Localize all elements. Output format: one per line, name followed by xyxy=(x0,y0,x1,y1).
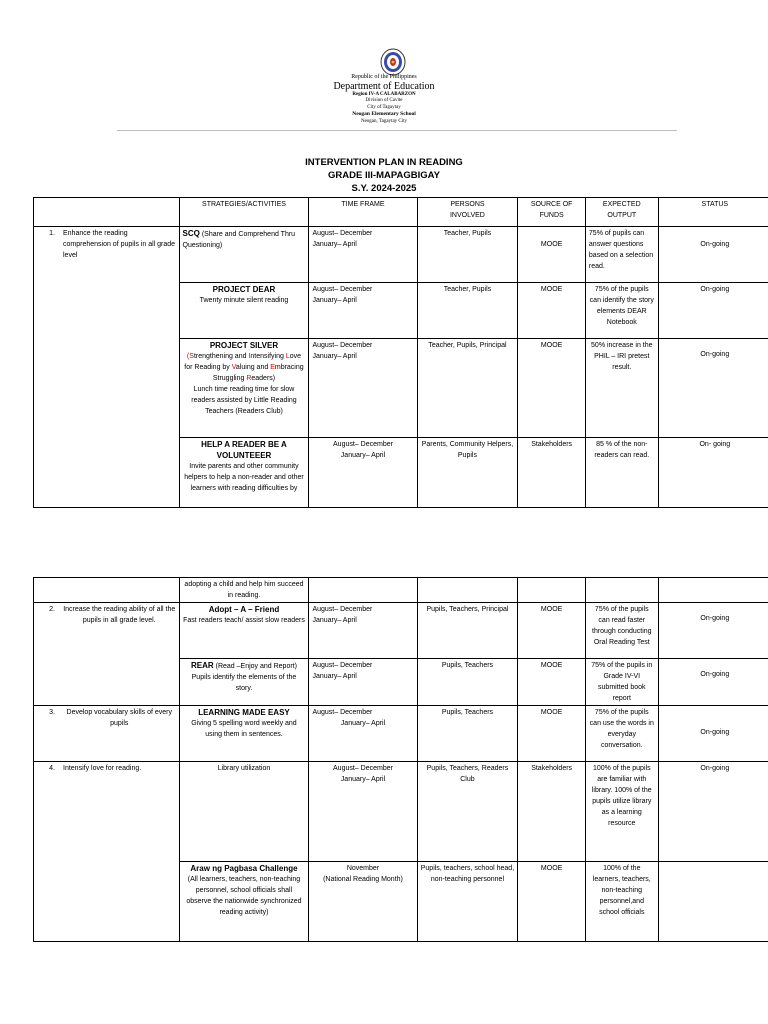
status-rear: On-going xyxy=(658,659,768,706)
deped-seal-icon xyxy=(375,48,411,76)
status-volunteer: On- going xyxy=(658,438,768,508)
region-line: Region IV-A CALABARZON xyxy=(352,92,416,97)
strategy-adopt: Adopt – A – Friend Fast readers teach/ assist slow readers xyxy=(179,603,309,659)
output-rear: 75% of the pupils in Grade IV-VI submitted book report xyxy=(585,659,658,706)
time-araw: November (National Reading Month) xyxy=(309,862,417,942)
time-scq: August– December January– April xyxy=(309,227,417,283)
output-library: 100% of the pupils are familiar with library. 100% of the pupils utilize library as a learning resource xyxy=(585,762,658,862)
strategy-volunteer-cont: adopting a child and help him succeed in reading. xyxy=(179,578,309,603)
status-adopt: On-going xyxy=(658,603,768,659)
objective-header xyxy=(34,198,180,227)
time-volunteer: August– December January– April xyxy=(309,438,417,508)
republic-line: Republic of the Philippines xyxy=(351,74,417,80)
department-line: Department of Education xyxy=(333,81,435,92)
strategy-dear: PROJECT DEAR Twenty minute silent reading xyxy=(179,283,309,339)
funds-araw: MOOE xyxy=(518,862,586,942)
output-silver: 50% increase in the PHIL – IRI pretest result. xyxy=(585,339,658,438)
persons-rear: Pupils, Teachers xyxy=(417,659,518,706)
persons-dear: Teacher, Pupils xyxy=(417,283,518,339)
school-year-title: S.Y. 2024-2025 xyxy=(351,183,417,194)
school-line: Neogan Elementary School xyxy=(352,111,416,117)
status-dear: On-going xyxy=(658,283,768,339)
funds-library: Stakeholders xyxy=(518,762,586,862)
funds-header: SOURCE OF FUNDS xyxy=(518,198,586,227)
funds-scq: MOOE xyxy=(518,227,586,283)
persons-silver: Teacher, Pupils, Principal xyxy=(417,339,518,438)
division-line: Division of Cavite xyxy=(365,98,403,103)
strategy-library: Library utilization xyxy=(179,762,309,862)
output-adopt: 75% of the pupils can read faster through conducting Oral Reading Test xyxy=(585,603,658,659)
intervention-table-part1 xyxy=(33,197,768,508)
funds-easy: MOOE xyxy=(518,706,586,762)
funds-adopt: MOOE xyxy=(518,603,586,659)
table-row-volunteer-cont xyxy=(34,578,768,603)
strategy-easy: LEARNING MADE EASY Giving 5 spelling word weekly and using them in sentences. xyxy=(179,706,309,762)
funds-rear: MOOE xyxy=(518,659,586,706)
status-araw xyxy=(658,862,768,942)
strategy-rear: REAR (Read –Enjoy and Report) Pupils identify the elements of the story. xyxy=(179,659,309,706)
objective-4-cell: 4. Intensify love for reading. xyxy=(34,762,180,942)
plan-title: INTERVENTION PLAN IN READING xyxy=(305,157,463,168)
city-line: City of Tagaytay xyxy=(367,105,401,110)
strategy-volunteer: HELP A READER BE A VOLUNTEEER Invite parents and other community helpers to help a non-reader and other learners with reading difficulties by xyxy=(179,438,309,508)
funds-silver: MOOE xyxy=(518,339,586,438)
persons-adopt: Pupils, Teachers, Principal xyxy=(417,603,518,659)
objective-2-cell: 2. Increase the reading ability of all the pupils in all grade level. xyxy=(34,603,180,706)
status-scq: On-going xyxy=(658,227,768,283)
table-row-scq xyxy=(34,227,768,283)
objective-3-cell: 3. Develop vocabulary skills of every pupils xyxy=(34,706,180,762)
status-header: STATUS xyxy=(658,198,768,227)
output-easy: 75% of the pupils can use the words in everyday conversation. xyxy=(585,706,658,762)
output-volunteer: 85 % of the non-readers can read. xyxy=(585,438,658,508)
time-rear: August– December January– April xyxy=(309,659,417,706)
time-easy: August– December January– April xyxy=(309,706,417,762)
output-scq: 75% of pupils can answer questions based on a selection read. xyxy=(585,227,658,283)
strategy-araw: Araw ng Pagbasa Challenge (All learners, teachers, non-teaching personnel, school officials shall observe the nationwide synchronized reading activity) xyxy=(179,862,309,942)
time-adopt: August– December January– April xyxy=(309,603,417,659)
persons-easy: Pupils, Teachers xyxy=(417,706,518,762)
time-library: August– December January– April xyxy=(309,762,417,862)
status-silver: On-going xyxy=(658,339,768,438)
status-easy: On-going xyxy=(658,706,768,762)
strategy-silver: PROJECT SILVER (Strengthening and Intensifying Love for Reading by Valuing and Embracing Struggling Readers) Lunch time reading time for slow readers assisted by Little Reading Teachers (Readers Club) xyxy=(179,339,309,438)
silver-acronym: (Strengthening and Intensifying Love for Reading by Valuing and Embracing Struggling Readers) xyxy=(184,353,304,382)
table-row-library xyxy=(34,762,768,862)
time-frame-header: TIME FRAME xyxy=(309,198,417,227)
funds-dear: MOOE xyxy=(518,283,586,339)
persons-araw: Pupils, teachers, school head, non-teaching personnel xyxy=(417,862,518,942)
output-dear: 75% of the pupils can identify the story elements DEAR Notebook xyxy=(585,283,658,339)
objective-1-cell: 1. Enhance the reading comprehension of pupils in all grade level xyxy=(34,227,180,508)
status-library: On-going xyxy=(658,762,768,862)
strategies-header: STRATEGIES/ACTIVITIES xyxy=(179,198,309,227)
time-silver: August– December January– April xyxy=(309,339,417,438)
funds-volunteer: Stakeholders xyxy=(518,438,586,508)
table-row-easy xyxy=(34,706,768,762)
time-dear: August– December January– April xyxy=(309,283,417,339)
address-line: Neogan, Tagaytay City xyxy=(360,119,408,124)
strategy-scq: SCQ (Share and Comprehend Thru Questioning) xyxy=(179,227,309,283)
persons-library: Pupils, Teachers, Readers Club xyxy=(417,762,518,862)
persons-volunteer: Parents, Community Helpers, Pupils xyxy=(417,438,518,508)
table-row-adopt xyxy=(34,603,768,659)
persons-scq: Teacher, Pupils xyxy=(417,227,518,283)
intervention-table-part2 xyxy=(33,577,768,942)
grade-title: GRADE III-MAPAGBIGAY xyxy=(328,170,440,181)
persons-header: PERSONS INVOLVED xyxy=(417,198,518,227)
table-header-row xyxy=(34,198,768,227)
output-araw: 100% of the learners, teachers, non-teaching personnel,and school officials xyxy=(585,862,658,942)
output-header: EXPECTED OUTPUT xyxy=(585,198,658,227)
header-divider xyxy=(117,130,677,131)
